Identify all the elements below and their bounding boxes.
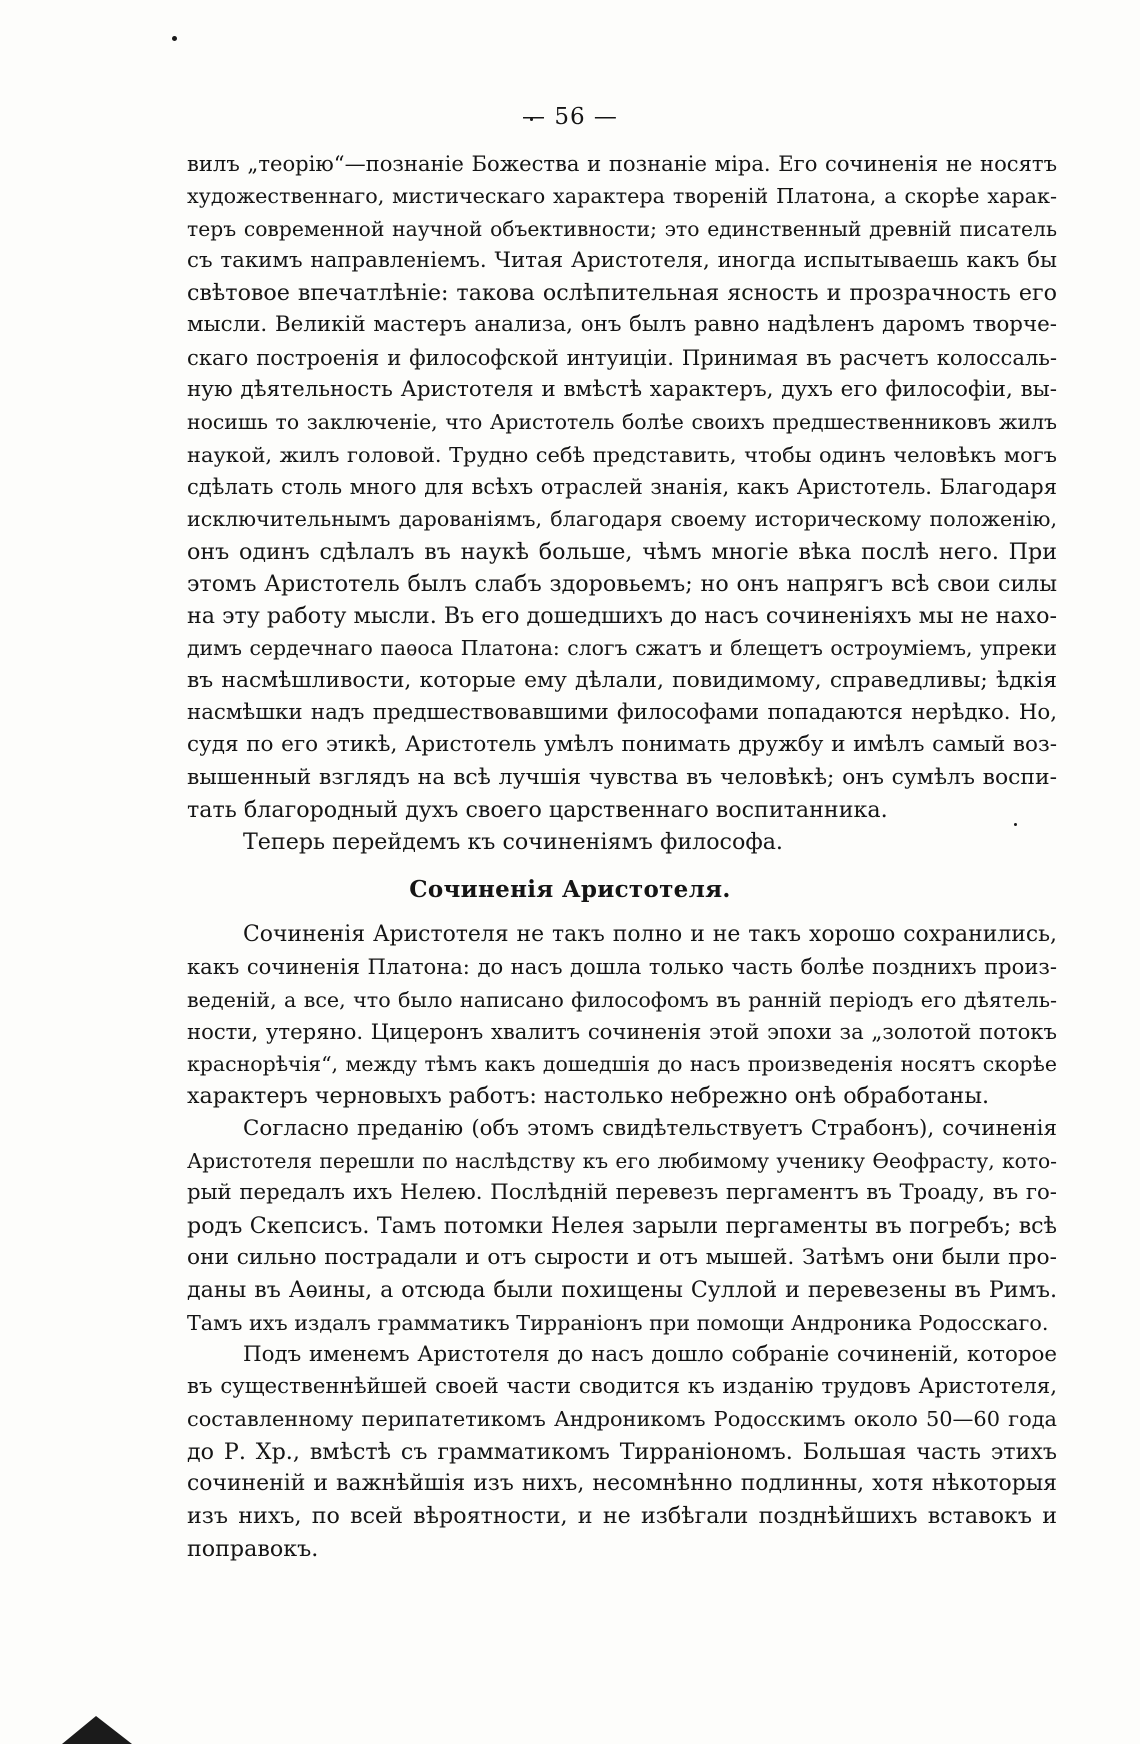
transition-line: Теперь перейдемъ къ сочиненіямъ философа. xyxy=(243,829,783,856)
text-line: поправокъ. xyxy=(187,1535,319,1562)
text-line: ности, утеряно. Цицеронъ хвалитъ сочиненія этой эпохи за „золотой потокъ xyxy=(187,1018,1057,1044)
text-line: Аристотеля перешли по наслѣдству къ его любимому ученику Ѳеофрасту, кото- xyxy=(187,1149,1057,1174)
text-line: исключительнымъ дарованіямъ, благодаря своему историческому положенію, xyxy=(187,507,1057,532)
text-line: въ существеннѣйшей своей части сводится къ изданію трудовъ Аристотеля, xyxy=(187,1374,1057,1400)
text-line: веденій, а все, что было написано философомъ въ ранній періодъ его дѣятель- xyxy=(187,987,1057,1012)
text-line: димъ сердечнаго паѳоса Платона: слогъ сжатъ и блещетъ остроуміемъ, упреки xyxy=(187,636,1057,661)
text-line: онъ одинъ сдѣлалъ въ наукѣ больше, чѣмъ многіе вѣка послѣ него. При xyxy=(187,538,1057,565)
text-line: Согласно преданію (объ этомъ свидѣтельствуетъ Страбонъ), сочиненія xyxy=(243,1115,1057,1141)
text-line: вышенный взглядъ на всѣ лучшія чувства въ человѣкѣ; онъ сумѣлъ воспи- xyxy=(187,764,1057,790)
text-line: даны въ Аѳины, а отсюда были похищены Суллой и перевезены въ Римъ. xyxy=(187,1277,1057,1304)
text-line: до Р. Хр., вмѣстѣ съ грамматикомъ Тирраніономъ. Большая часть этихъ xyxy=(187,1438,1057,1465)
ink-speck xyxy=(172,36,177,41)
text-line: характеръ черновыхъ работъ: настолько небрежно онѣ обработаны. xyxy=(187,1083,990,1110)
text-line: этомъ Аристотель былъ слабъ здоровьемъ; но онъ напрягъ всѣ свои силы xyxy=(187,570,1057,597)
text-line: Сочиненія Аристотеля не такъ полно и не такъ хорошо сохранились, xyxy=(243,922,1057,947)
text-line: въ насмѣшливости, которые ему дѣлали, повидимому, справедливы; ѣдкія xyxy=(187,667,1057,693)
text-line: Тамъ ихъ издалъ грамматикъ Тирраніонъ при помощи Андроника Родосскаго. xyxy=(187,1310,1049,1335)
text-block-section xyxy=(187,919,1057,1565)
text-line: художественнаго, мистическаго характера твореній Платона, а скорѣе харак- xyxy=(187,184,1057,209)
text-line: мысли. Великій мастеръ анализа, онъ былъ равно надѣленъ даромъ творче- xyxy=(187,312,1057,338)
text-line: вилъ „теорію“—познаніе Божества и познаніе міра. Его сочиненія не носятъ xyxy=(187,151,1057,176)
text-line: теръ современной научной объективности; это единственный древній писатель xyxy=(187,216,1057,241)
text-line: насмѣшки надъ предшествовавшими философами попадаются нерѣдко. Но, xyxy=(187,700,1057,726)
text-line: на эту работу мысли. Въ его дошедшихъ до насъ сочиненіяхъ мы не нахо- xyxy=(187,603,1057,630)
text-line: родъ Скепсисъ. Тамъ потомки Нелея зарыли пергаменты въ погребъ; всѣ xyxy=(187,1212,1057,1239)
text-line: рый передалъ ихъ Нелею. Послѣдній перевезъ пергаментъ въ Троаду, въ го- xyxy=(187,1180,1057,1206)
text-line: они сильно пострадали и отъ сырости и отъ мышей. Затѣмъ они были про- xyxy=(187,1244,1057,1270)
text-block-upper xyxy=(187,148,1057,859)
text-line: тать благородный духъ своего царственнаго воспитанника. xyxy=(187,796,888,823)
text-line: свѣтовое впечатлѣніе: такова ослѣпительная ясность и прозрачность его xyxy=(187,280,1057,307)
text-line: какъ сочиненія Платона: до насъ дошла только часть болѣе позднихъ произ- xyxy=(187,954,1057,980)
text-line: составленному перипатетикомъ Андроникомъ Родосскимъ около 50—60 года xyxy=(187,1407,1057,1432)
page-number: — 56 — xyxy=(522,104,618,130)
text-line: Подъ именемъ Аристотеля до насъ дошло собраніе сочиненій, которое xyxy=(243,1341,1057,1367)
text-line: краснорѣчія“, между тѣмъ какъ дошедшія до насъ произведенія носятъ скорѣе xyxy=(187,1052,1057,1077)
text-line: скаго построенія и философской интуиціи. Принимая въ расчетъ колоссаль- xyxy=(187,344,1057,370)
text-line: носишь то заключеніе, что Аристотель болѣе своихъ предшественниковъ жилъ xyxy=(187,410,1057,435)
text-line: изъ нихъ, по всей вѣроятности, и не избѣгали позднѣйшихъ вставокъ и xyxy=(187,1503,1057,1530)
text-line: съ такимъ направленіемъ. Читая Аристотеля, иногда испытываешь какъ бы xyxy=(187,247,1057,273)
text-line: сочиненій и важнѣйшія изъ нихъ, несомнѣнно подлинны, хотя нѣкоторыя xyxy=(187,1471,1057,1497)
text-line: ную дѣятельность Аристотеля и вмѣстѣ характеръ, духъ его философіи, вы- xyxy=(187,377,1057,403)
text-line: сдѣлать столь много для всѣхъ отраслей знанія, какъ Аристотель. Благодаря xyxy=(187,473,1057,499)
scan-smudge xyxy=(62,1716,132,1744)
section-title: Сочиненія Аристотеля. xyxy=(409,876,731,903)
text-line: судя по его этикѣ, Аристотель умѣлъ понимать дружбу и имѣлъ самый воз- xyxy=(187,732,1057,758)
text-line: наукой, жилъ головой. Трудно себѣ представить, чтобы одинъ человѣкъ могъ xyxy=(187,442,1057,467)
